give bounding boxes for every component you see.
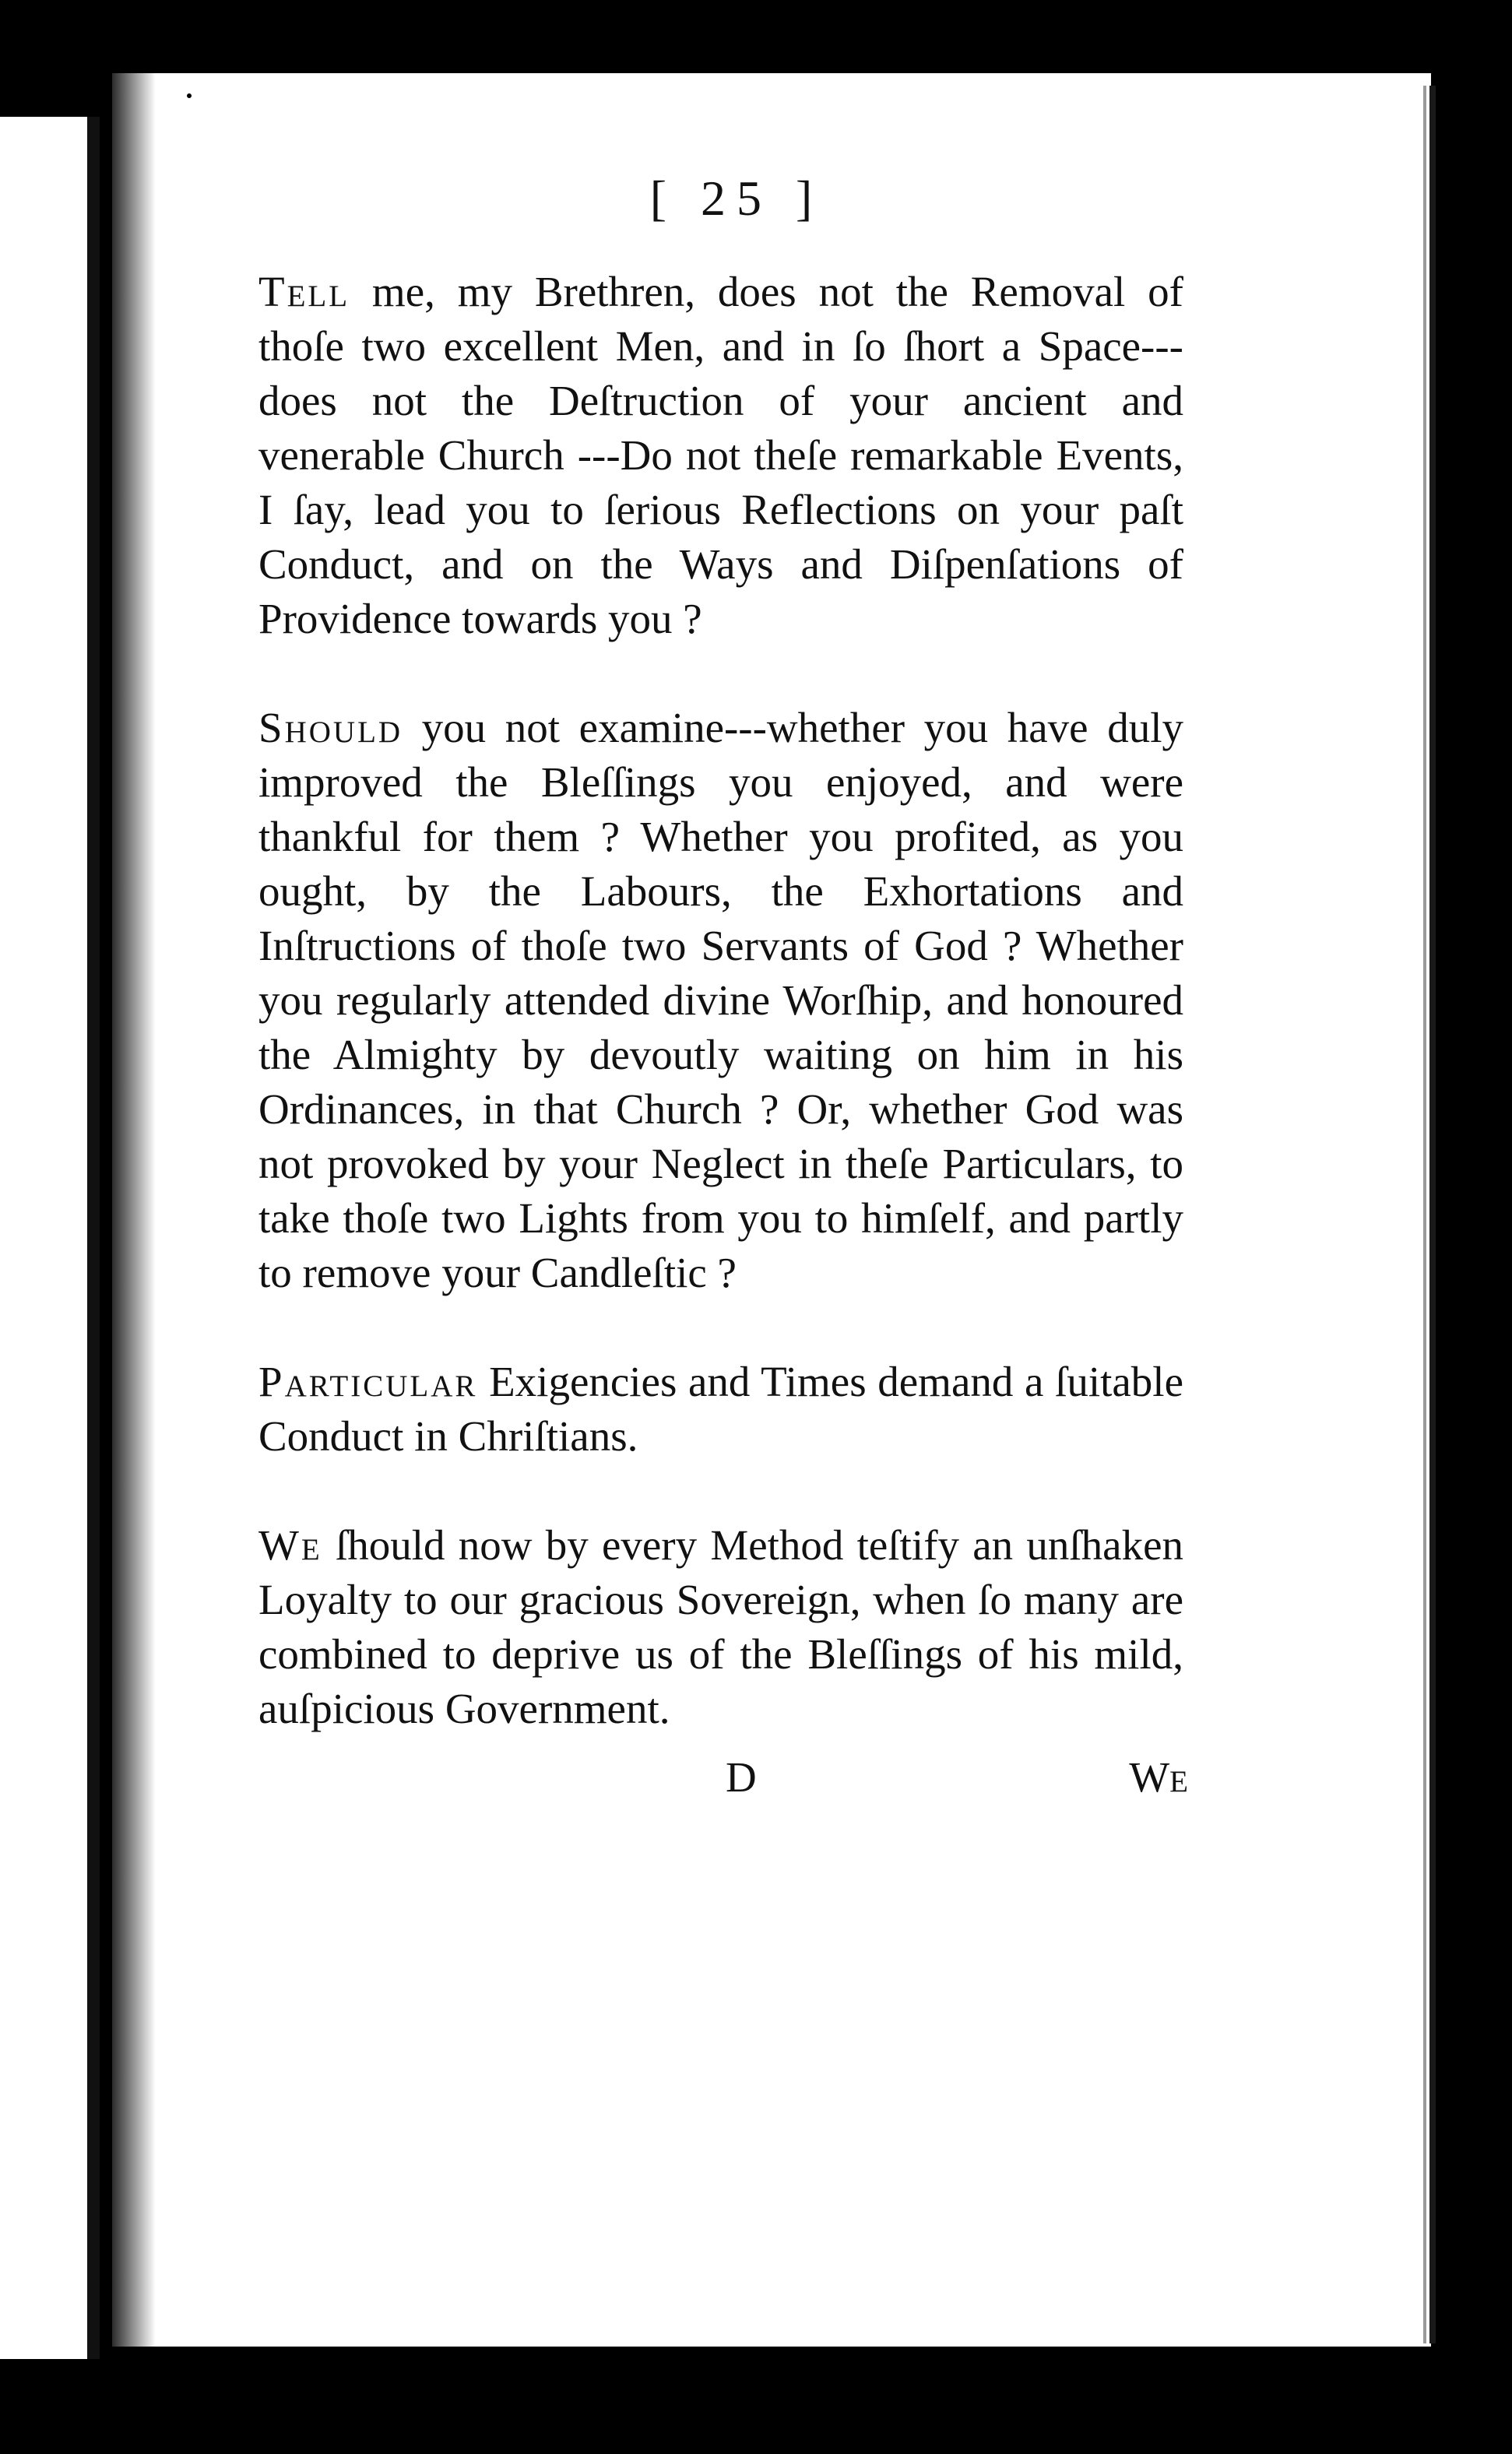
paragraph-lead-word: Should [258, 704, 403, 751]
signature-mark: D [726, 1753, 757, 1801]
paragraph-3 [258, 1355, 1183, 1464]
paragraph-lead-word: We [258, 1521, 322, 1569]
paragraph-body: me, my Brethren, does not the Removal of thoſe two excellent Men, and in ſo ſhort a Space---does not the Deſtruction of your ancient and venerable Church ---Do not theſe remarkable Events, I ſay, lead you to ſerious Reflections on your paſt Conduct, and on the Ways and Diſpenſations of Providence towards you ? [258, 268, 1183, 642]
spine-shadow [112, 73, 156, 2347]
paragraph-4 [258, 1518, 1183, 1736]
paragraph-2 [258, 701, 1183, 1300]
catchword: We [1129, 1753, 1188, 1801]
scan-speck [1464, 1585, 1472, 1593]
page-edge-highlight [1423, 86, 1426, 2343]
page-number: [ 25 ] [649, 171, 824, 226]
page-edge-shadow [1429, 86, 1436, 2343]
paragraph-1 [258, 265, 1183, 646]
scan-speck [187, 93, 192, 98]
page-text-block [258, 171, 1188, 1805]
paragraph-body: ſhould now by every Method teſtify an unſhaken Loyalty to our gracious Sovereign, when ſo many are combined to deprive us of the Bleſſings of his mild, auſpicious Government. [258, 1521, 1183, 1732]
gutter-shadow [87, 117, 100, 2359]
page-footer [258, 1750, 1188, 1805]
paragraph-lead-word: Tell [258, 268, 350, 315]
facing-page-edge [0, 117, 87, 2359]
paragraph-body: Exigencies and Times demand a ſuitable Conduct in Chriſtians. [258, 1358, 1183, 1460]
paragraph-lead-word: Particular [258, 1358, 478, 1405]
paragraph-body: you not examine---whether you have duly improved the Bleſſings you enjoyed, and were thankful for them ? Whether you profited, as you ought, by the Labours, the Exhortations and Inſtructions of thoſe two Servants of God ? Whether you regularly attended divine Worſhip, and honoured the Almighty by devoutly waiting on him in his Ordinances, in that Church ? Or, whether God was not provoked by your Neglect in theſe Particulars, to take thoſe two Lights from you to himſelf, and partly to remove your Candleſtic ? [258, 704, 1183, 1296]
